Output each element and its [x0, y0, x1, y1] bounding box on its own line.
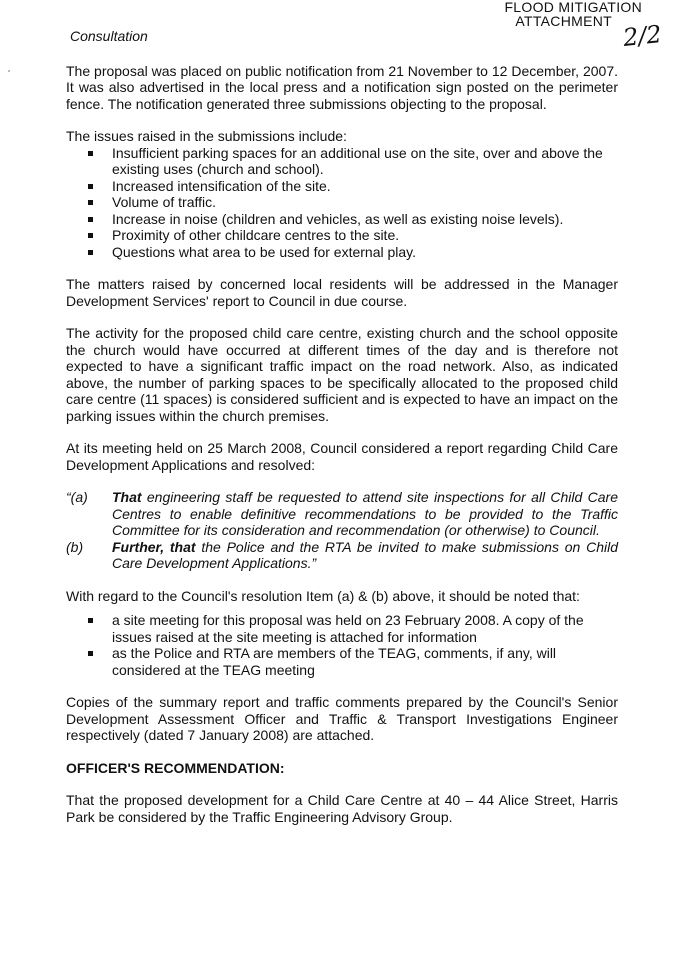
- paragraph-council-meeting: At its meeting held on 25 March 2008, Council considered a report regarding Child Care Development Applications and resolved:: [66, 440, 618, 473]
- resolution-label: “(a): [66, 489, 88, 505]
- paragraph-resolution-note: With regard to the Council's resolution Item (a) & (b) above, it should be noted that:: [66, 587, 580, 604]
- list-item: a site meeting for this proposal was held on 23 February 2008. A copy of the issues raised at the site meeting is attached for information: [66, 612, 618, 645]
- paragraph-attachments: Copies of the summary report and traffic comments prepared by the Council's Senior Development Assessment Officer and Traffic & Transport Investigations Engineer respectively (dated 7 January 2008) are attached.: [66, 694, 618, 743]
- recommendation-title: OFFICER'S RECOMMENDATION:: [66, 759, 285, 776]
- resolution-item-b: [66, 539, 618, 572]
- paragraph-residents: The matters raised by concerned local residents will be addressed in the Manager Development Services' report to Council in due course.: [66, 276, 618, 309]
- list-item: Increase in noise (children and vehicles, as well as existing noise levels).: [66, 211, 618, 228]
- list-item: Questions what area to be used for external play.: [66, 244, 618, 261]
- list-item: Proximity of other childcare centres to the site.: [66, 227, 618, 244]
- stamp-line-2: ATTACHMENT: [515, 13, 612, 29]
- list-item: Increased intensification of the site.: [66, 178, 618, 195]
- resolution-lead: Further, that: [112, 538, 196, 555]
- resolution-text: the Police and the RTA be invited to make submissions on Child Care Development Applications.”: [112, 538, 618, 571]
- list-item: Insufficient parking spaces for an additional use on the site, over and above the existing uses (church and school).: [66, 145, 618, 178]
- resolution-item-a: [66, 489, 618, 539]
- issues-list: [66, 145, 618, 261]
- list-item: as the Police and RTA are members of the TEAG, comments, if any, will considered at the TEAG meeting: [66, 645, 618, 678]
- resolution-label: (b): [66, 538, 84, 555]
- stamp-line-1: FLOOD MITIGATION: [504, 0, 642, 15]
- list-item: Volume of traffic.: [66, 194, 618, 211]
- resolution-text: engineering staff be requested to attend site inspections for all Child Care Centres to enable definitive recommendations to be provided to the Traffic Committee for its consideration and recommendation (or otherwise) to Council.: [112, 489, 618, 538]
- resolution-lead: That: [112, 489, 142, 505]
- council-resolution: [66, 489, 618, 572]
- notes-list: [66, 612, 618, 678]
- section-title: Consultation: [70, 28, 148, 44]
- paragraph-notification: The proposal was placed on public notification from 21 November to 12 December, 2007. It was also advertised in the local press and a notification sign posted on the perimeter fence. The notification generated three submissions objecting to the proposal.: [66, 62, 618, 112]
- document-body: [66, 28, 618, 841]
- paragraph-issues-intro: The issues raised in the submissions include:: [66, 128, 347, 144]
- recommendation-text: That the proposed development for a Child Care Centre at 40 – 44 Alice Street, Harris Park be considered by the Traffic Engineering Advisory Group.: [66, 792, 618, 825]
- handwritten-page-number: 2/2: [622, 20, 664, 52]
- scan-speck: [8, 70, 10, 72]
- paragraph-traffic-activity: The activity for the proposed child care centre, existing church and the school opposite the church would have occurred at different times of the day and is therefore not expected to have a significant traffic impact on the road network. Also, as indicated above, the number of parking spaces to be specifically allocated to the proposed child care centre (11 spaces) is considered sufficient and is expected to have an impact on the parking issues within the church premises.: [66, 325, 618, 424]
